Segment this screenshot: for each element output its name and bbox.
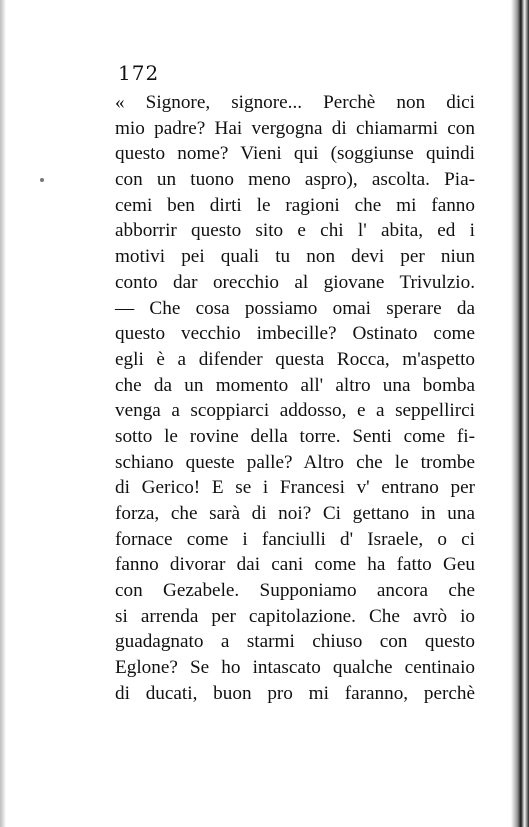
text-line: con Gezabele. Supponiamo ancora che — [115, 580, 475, 602]
text-line: motivi pei quali tu non devi per niun — [115, 246, 475, 268]
text-line: questo nome? Vieni qui (soggiunse quindi — [115, 143, 475, 165]
paper-speck — [40, 178, 44, 182]
text-line: fornace come i fanciulli d' Israele, o ci — [115, 528, 475, 550]
text-line: questo vecchio imbecille? Ostinato come — [115, 323, 475, 345]
page-right-edge — [511, 0, 529, 827]
text-line: sotto le rovine della torre. Senti come fi- — [115, 425, 475, 447]
text-block — [115, 90, 475, 707]
text-line: — Che cosa possiamo omai sperare da — [115, 297, 475, 319]
text-line: guadagnato a starmi chiuso con questo — [115, 631, 475, 653]
text-line: schiano queste palle? Altro che le trombe — [115, 451, 475, 473]
text-line: con un tuono meno aspro), ascolta. Pia- — [115, 169, 475, 191]
text-line: di ducati, buon pro mi faranno, perchè — [115, 682, 475, 704]
text-line: si arrenda per capitolazione. Che avrò io — [115, 605, 475, 627]
text-line: mio padre? Hai vergogna di chiamarmi con — [115, 117, 475, 139]
text-line: egli è a difender questa Rocca, m'aspetto — [115, 348, 475, 370]
text-line: abborrir questo sito e chi l' abita, ed i — [115, 220, 475, 242]
text-line: « Signore, signore... Perchè non dici — [115, 92, 475, 113]
text-line: conto dar orecchio al giovane Trivulzio. — [115, 271, 475, 293]
text-line: venga a scoppiarci addosso, e a seppellirci — [115, 400, 475, 422]
text-line: Eglone? Se ho intascato qualche centinaio — [115, 657, 475, 679]
text-line: che da un momento all' altro una bomba — [115, 374, 475, 396]
text-line: di Gerico! E se i Francesi v' entrano per — [115, 477, 475, 499]
text-line: fanno divorar dai cani come ha fatto Geu — [115, 554, 475, 576]
page-left-edge — [0, 0, 6, 827]
text-line: forza, che sarà di noi? Ci gettano in una — [115, 503, 475, 524]
text-line: cemi ben dirti le ragioni che mi fanno — [115, 194, 475, 216]
page-number: 172 — [118, 61, 160, 85]
